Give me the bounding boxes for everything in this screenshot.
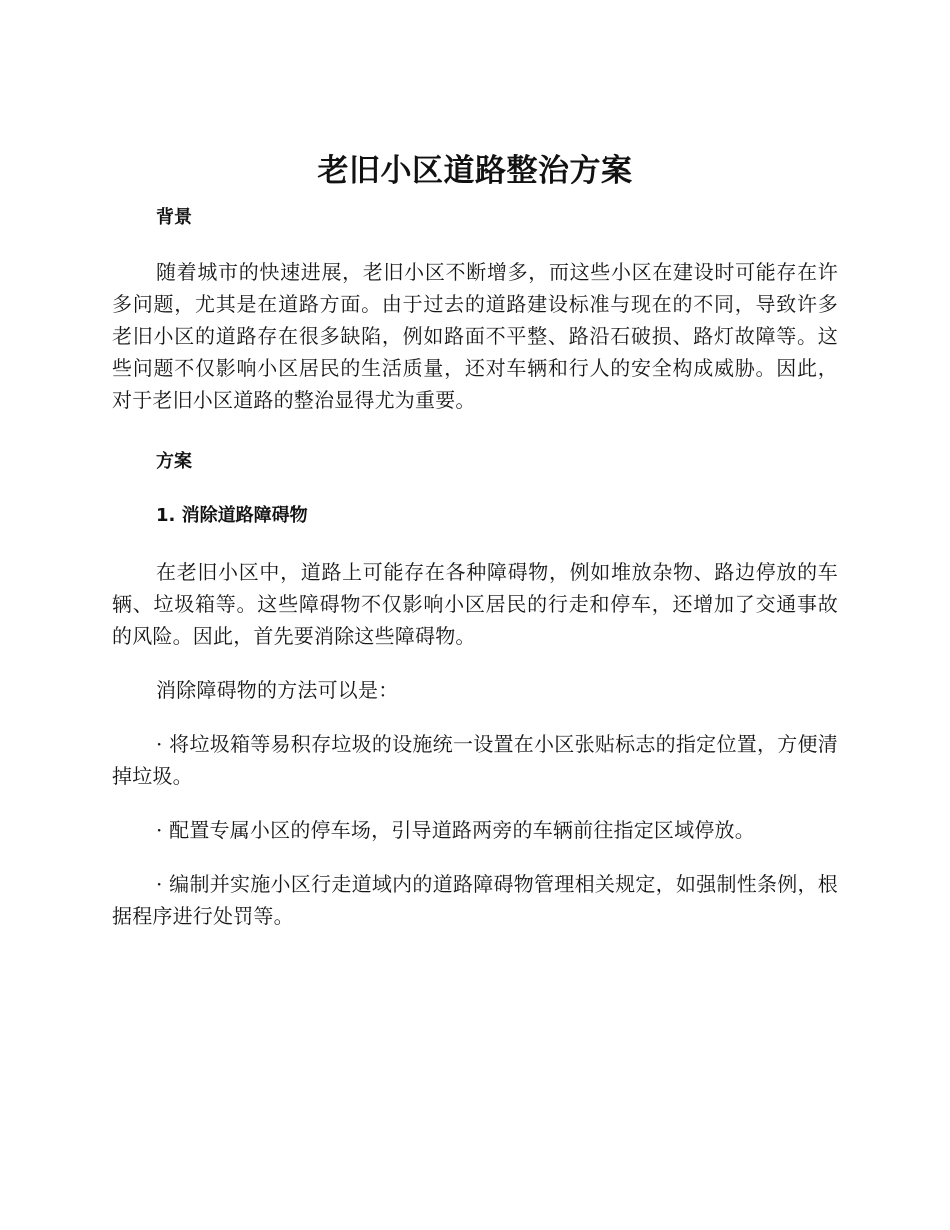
bullet-item-2: · 配置专属小区的停车场，引导道路两旁的车辆前往指定区域停放。 [156, 818, 755, 842]
background-paragraph: 随着城市的快速进展，老旧小区不断增多，而这些小区在建设时可能存在许多问题，尤其是在道路方面。由于过去的道路建设标准与现在的不同，导致许多老旧小区的道路存在很多缺陷，例如路面不平整、路沿石破损、路灯故障等。这些问题不仅影响小区居民的生活质量，还对车辆和行人的安全构成威胁。因此，对于老旧小区道路的整治显得尤为重要。 [112, 260, 838, 412]
step-1-heading: 1. 消除道路障碍物 [156, 505, 308, 526]
step-1-paragraph: 在老旧小区中，道路上可能存在各种障碍物，例如堆放杂物、路边停放的车辆、垃圾箱等。这些障碍物不仅影响小区居民的行走和停车，还增加了交通事故的风险。因此，首先要消除这些障碍物。 [112, 560, 838, 648]
background-heading: 背景 [156, 207, 192, 228]
document-title: 老旧小区道路整治方案 [317, 153, 633, 189]
bullet-item-1: · 将垃圾箱等易积存垃圾的设施统一设置在小区张贴标志的指定位置，方便清掉垃圾。 [112, 732, 838, 788]
plan-heading: 方案 [156, 451, 192, 472]
method-intro-paragraph: 消除障碍物的方法可以是： [156, 678, 399, 702]
document-body [112, 148, 838, 932]
bullet-item-3: · 编制并实施小区行走道域内的道路障碍物管理相关规定，如强制性条例，根据程序进行处罚等。 [112, 872, 838, 928]
